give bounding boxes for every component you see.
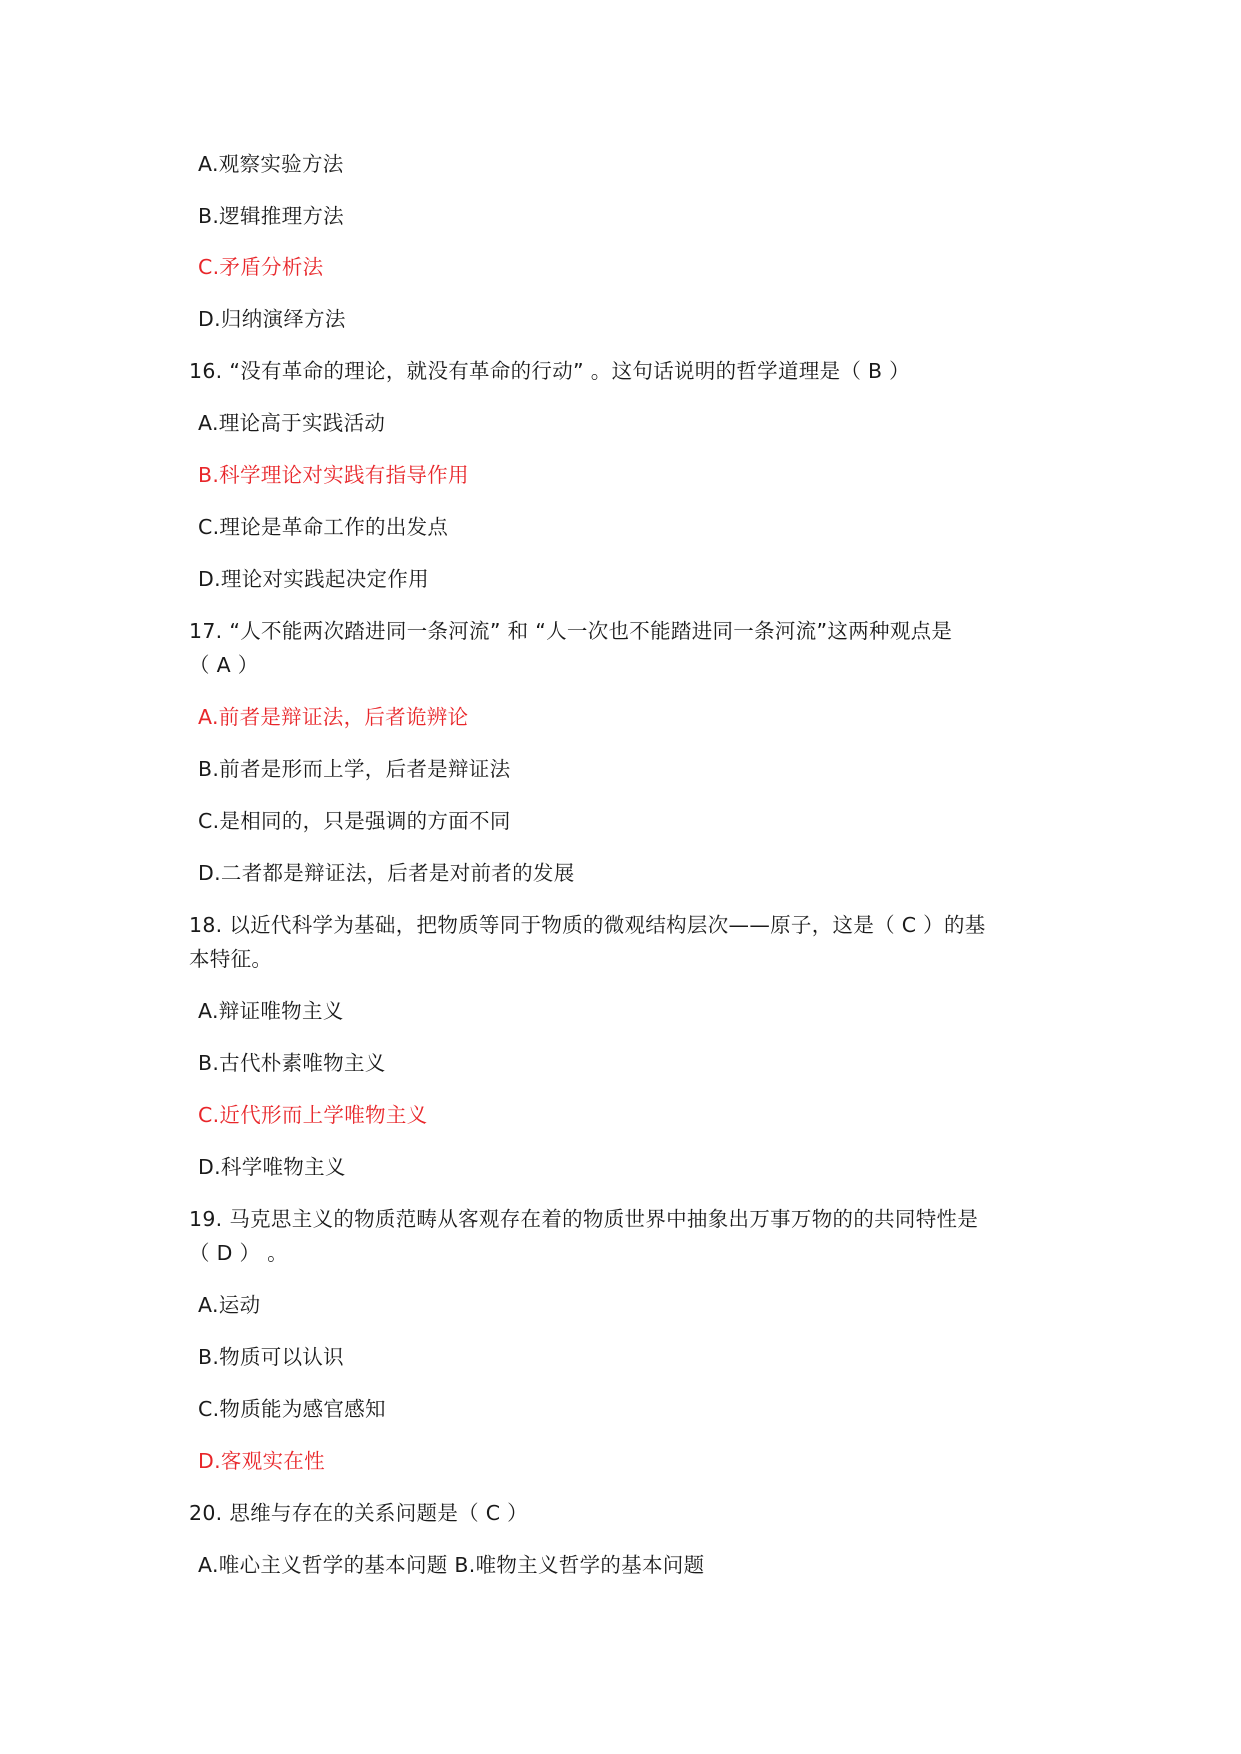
answer-option: C.近代形而上学唯物主义 [198,1103,428,1127]
option-line: B.古代朴素唯物主义 [198,1051,386,1075]
option-line: B.前者是形而上学，后者是辩证法 [198,757,511,781]
option-line: A.辩证唯物主义 [198,999,344,1023]
question-17-cont: （ A ） [189,653,259,677]
answer-option: A.前者是辩证法，后者诡辨论 [198,705,469,729]
question-20: 20. 思维与存在的关系问题是（ C ） [189,1501,528,1525]
option-line: C.物质能为感官感知 [198,1397,386,1421]
option-line: A.观察实验方法 [198,152,344,176]
option-line: D.归纳演绎方法 [198,307,346,331]
question-19: 19. 马克思主义的物质范畴从客观存在着的物质世界中抽象出万事万物的的共同特性是 [189,1207,979,1231]
question-18: 18. 以近代科学为基础，把物质等同于物质的微观结构层次——原子，这是（ C ）的基 [189,913,986,937]
option-line: A.唯心主义哲学的基本问题 B.唯物主义哲学的基本问题 [198,1553,705,1577]
question-19-cont: （ D ） 。 [189,1241,288,1265]
option-line: B.逻辑推理方法 [198,204,344,228]
option-line: C.是相同的，只是强调的方面不同 [198,809,511,833]
option-line: A.运动 [198,1293,261,1317]
question-17: 17. “人不能两次踏进同一条河流” 和 “人一次也不能踏进同一条河流”这两种观点是 [189,619,953,643]
option-line: D.科学唯物主义 [198,1155,346,1179]
question-18-cont: 本特征。 [189,947,273,971]
option-line: D.二者都是辩证法，后者是对前者的发展 [198,861,575,885]
question-16: 16. “没有革命的理论，就没有革命的行动” 。这句话说明的哲学道理是（ B ） [189,359,910,383]
option-line: A.理论高于实践活动 [198,411,386,435]
option-line: D.理论对实践起决定作用 [198,567,429,591]
answer-option: D.客观实在性 [198,1449,325,1473]
option-line: B.物质可以认识 [198,1345,344,1369]
answer-option: B.科学理论对实践有指导作用 [198,463,469,487]
answer-option: C.矛盾分析法 [198,255,324,279]
option-line: C.理论是革命工作的出发点 [198,515,449,539]
